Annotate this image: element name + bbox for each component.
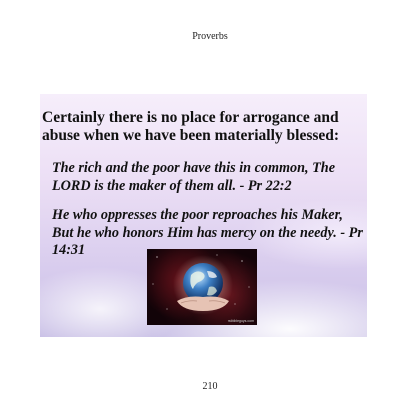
verse-proverbs-22-2: The rich and the poor have this in common, The LORD is the maker of them all. - Pr 22:2 (52, 160, 335, 194)
slide (40, 94, 367, 337)
earth-in-hands-image (147, 249, 257, 325)
verse-proverbs-14-31: He who oppresses the poor reproaches his Maker, But he who honors Him has mercy on the needy. - Pr 14:31 (52, 207, 363, 258)
page-number: 210 (202, 381, 218, 392)
photo-credit: rstbibleguys.com (227, 319, 254, 323)
earth-in-hands-illustration (147, 249, 257, 325)
page-header-title: Proverbs (192, 31, 228, 42)
slide-heading: Certainly there is no place for arrogance and abuse when we have been materially blessed: (42, 109, 340, 144)
